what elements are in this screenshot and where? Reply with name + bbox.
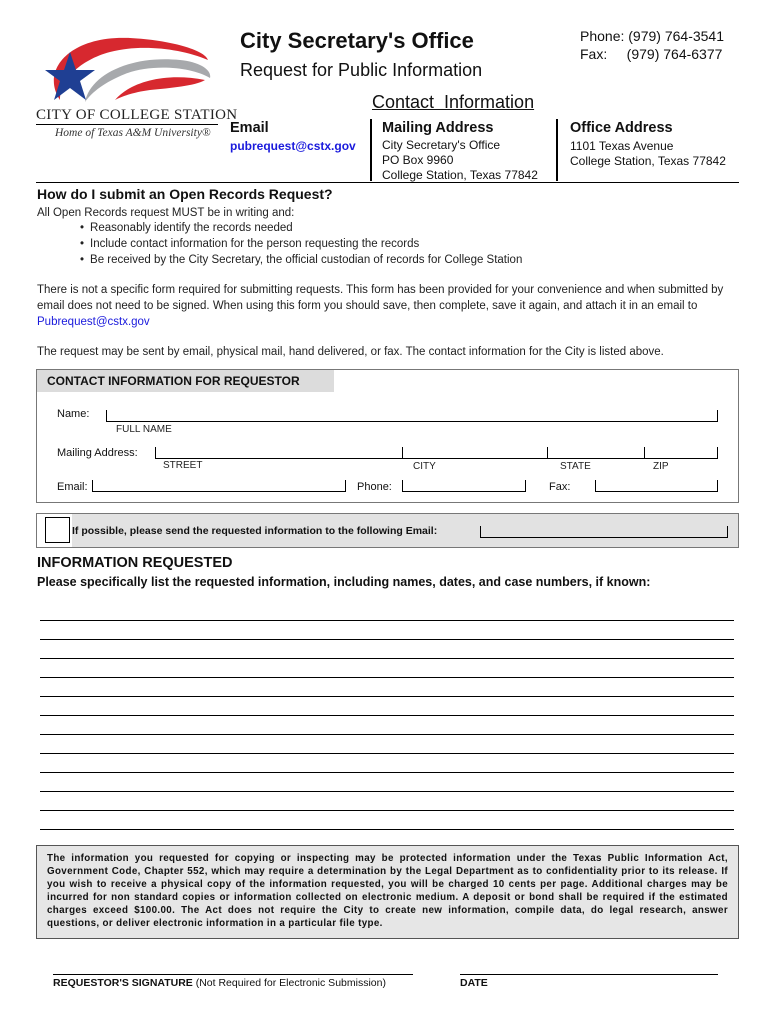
legal-notice: The information you requested for copying or inspecting may be protected information under the Texas Public Information Act, Government Code, Chapter 552, which may require a determination by the Legal Department as to confidentiality prior to its release. If you wish to receive a physical copy of the information requested, you will be charged 10 cents per page. Additional charges may be incurred for non standard copies or information collected on electronic medium. A deposit or bond shall be required if the estimated charges exceed $100.00. The Act does not require the City to create new information, compile data, do legal research, answer questions, or deliver electronic information in a particular file type. — [36, 845, 739, 939]
request-text-line[interactable] — [40, 620, 734, 621]
state-input[interactable] — [548, 447, 645, 459]
information-requested-heading: INFORMATION REQUESTED — [37, 555, 233, 571]
list-item: • Include contact information for the person requesting the records — [80, 236, 522, 252]
signature-label-note: (Not Required for Electronic Submission) — [192, 977, 386, 989]
request-text-line[interactable] — [40, 734, 734, 735]
email-preference-text: If possible, please send the requested information to the following Email: — [72, 525, 438, 537]
request-text-line[interactable] — [40, 772, 734, 773]
signature-label-bold: REQUESTOR'S SIGNATURE — [53, 977, 193, 989]
fax-label: Fax: — [549, 481, 571, 493]
office-line-2: College Station, Texas 77842 — [570, 154, 726, 168]
mailing-line-1: City Secretary's Office — [382, 138, 501, 152]
zip-caption: ZIP — [653, 461, 669, 472]
requestor-heading: CONTACT INFORMATION FOR REQUESTOR — [37, 370, 334, 392]
page-title: City Secretary's Office — [240, 28, 474, 53]
email-preference-checkbox[interactable] — [45, 517, 70, 543]
request-text-line[interactable] — [40, 696, 734, 697]
information-requested-instructions: Please specifically list the requested information, including names, dates, and case numbers, if known: — [37, 575, 651, 589]
requestor-email-input[interactable] — [92, 480, 346, 492]
city-caption: CITY — [413, 461, 436, 472]
signature-line[interactable] — [53, 974, 413, 975]
header-fax: Fax: (979) 764-6377 — [580, 46, 723, 62]
city-input[interactable] — [403, 447, 548, 459]
request-text-line[interactable] — [40, 639, 734, 640]
submission-methods-text: The request may be sent by email, physical mail, hand delivered, or fax. The contact information for the City is listed above. — [37, 346, 664, 358]
intro-paragraph-text: There is not a specific form required for submitting requests. This form has been provided for your convenience and when submitted by email does not need to be signed. When using this form you should save, then complete, save it again, and attach it in an email to — [37, 284, 724, 312]
office-line-1: 1101 Texas Avenue — [570, 139, 674, 153]
state-caption: STATE — [560, 461, 591, 472]
intro-paragraph — [37, 282, 737, 330]
phone-input[interactable] — [402, 480, 526, 492]
request-text-line[interactable] — [40, 810, 734, 811]
zip-input[interactable] — [645, 447, 718, 459]
date-label: DATE — [460, 977, 488, 989]
fax-input[interactable] — [595, 480, 718, 492]
logo-tagline: Home of Texas A&M University® — [55, 127, 211, 139]
email-label: Email: — [57, 481, 88, 493]
list-item: • Be received by the City Secretary, the official custodian of records for College Station — [80, 252, 522, 268]
request-text-line[interactable] — [40, 753, 734, 754]
full-name-caption: FULL NAME — [116, 424, 172, 435]
intro-lead: All Open Records request MUST be in writing and: — [37, 207, 295, 219]
phone-label: Phone: — [357, 481, 392, 493]
mailing-address-heading: Mailing Address — [382, 120, 494, 136]
open-records-question: How do I submit an Open Records Request? — [37, 186, 333, 202]
logo-city-name: CITY OF COLLEGE STATION — [36, 107, 238, 123]
pubrequest-email-link[interactable]: Pubrequest@cstx.gov — [37, 316, 150, 328]
full-name-input[interactable] — [106, 410, 718, 422]
header-phone: Phone: (979) 764-3541 — [580, 28, 724, 44]
column-divider — [556, 119, 558, 181]
logo-divider — [36, 124, 218, 125]
mailing-line-3: College Station, Texas 77842 — [382, 168, 538, 182]
request-text-line[interactable] — [40, 715, 734, 716]
request-text-line[interactable] — [40, 658, 734, 659]
list-item: • Reasonably identify the records needed — [80, 220, 522, 236]
street-caption: STREET — [163, 460, 203, 471]
date-line[interactable] — [460, 974, 718, 975]
email-heading: Email — [230, 120, 269, 136]
header-rule — [36, 182, 739, 183]
request-text-line[interactable] — [40, 677, 734, 678]
mailing-address-label: Mailing Address: — [57, 447, 138, 459]
name-label: Name: — [57, 408, 90, 420]
request-text-line[interactable] — [40, 791, 734, 792]
preferred-email-input[interactable] — [480, 526, 728, 538]
contact-info-heading: Contact Information — [372, 92, 535, 112]
street-input[interactable] — [155, 447, 403, 459]
mailing-line-2: PO Box 9960 — [382, 153, 454, 167]
office-address-heading: Office Address — [570, 120, 673, 136]
requirements-list — [80, 220, 522, 268]
page-subtitle: Request for Public Information — [240, 60, 483, 80]
logo-red-swoosh-inner — [115, 77, 205, 100]
signature-label — [53, 977, 386, 989]
city-logo — [30, 30, 215, 110]
column-divider — [370, 119, 372, 181]
request-text-line[interactable] — [40, 829, 734, 830]
contact-email-link[interactable]: pubrequest@cstx.gov — [230, 139, 356, 153]
